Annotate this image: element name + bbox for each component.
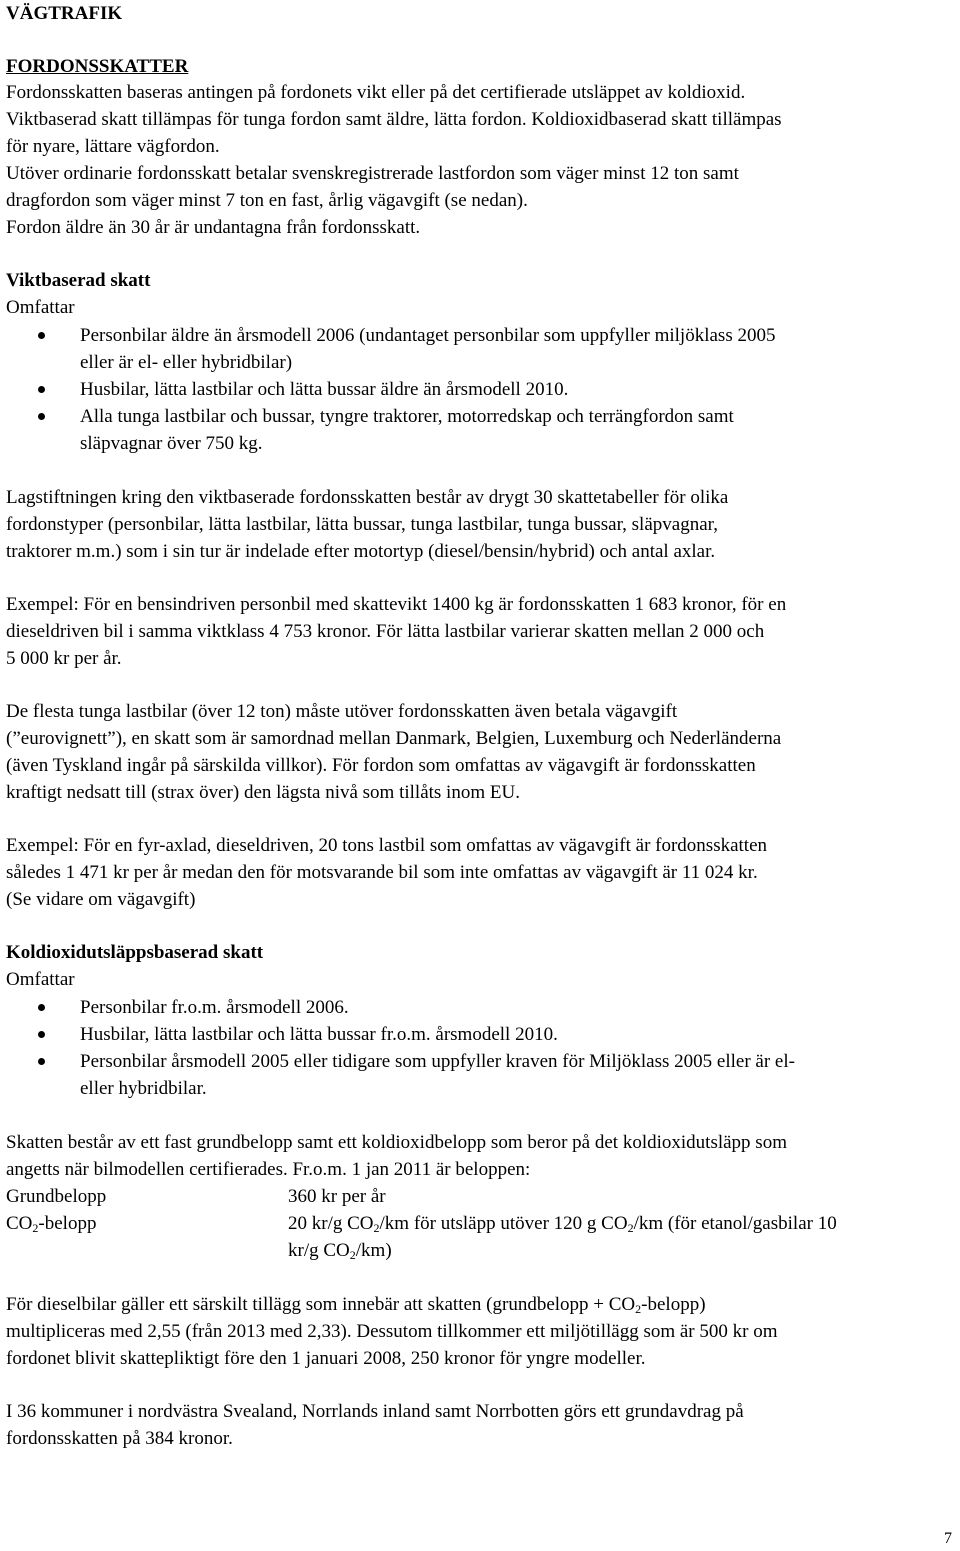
paragraph-line: dieseldriven bil i samma viktklass 4 753 kronor. För lätta lastbilar varierar skatten mellan 2 000 och [6, 621, 765, 642]
paragraph-line: således 1 471 kr per år medan den för motsvarande bil som inte omfattas av vägavgift är 11 024 kr. [6, 862, 758, 883]
paragraph-line: (även Tyskland ingår på särskilda villkor). För fordon som omfattas av vägavgift är fordonsskatten [6, 755, 756, 776]
paragraph-line: Skatten består av ett fast grundbelopp samt ett koldioxidbelopp som beror på det koldioxidutsläpp som [6, 1132, 787, 1153]
page-number: 7 [944, 1530, 952, 1547]
bullet-icon [38, 1058, 45, 1065]
bullet-icon [38, 1031, 45, 1038]
list-item: släpvagnar över 750 kg. [80, 433, 263, 454]
amount-label: $CO_2$-belopp [6, 1213, 97, 1235]
paragraph-line: angetts när bilmodellen certifierades. Fr.o.m. 1 jan 2011 är beloppen: [6, 1159, 531, 1180]
list-item: Personbilar årsmodell 2005 eller tidigare som uppfyller kraven för Miljöklass 2005 eller är el- [80, 1051, 795, 1072]
paragraph-line: (”eurovignett”), en skatt som är samordnad mellan Danmark, Belgien, Luxemburg och Nederländerna [6, 728, 782, 749]
amount-value: kr/g $CO_2/km$) [288, 1240, 392, 1262]
list-item: Personbilar äldre än årsmodell 2006 (undantaget personbilar som uppfyller miljöklass 2005 [80, 325, 776, 346]
list-item: Husbilar, lätta lastbilar och lätta bussar fr.o.m. årsmodell 2010. [80, 1024, 558, 1045]
amount-value: 360 kr per år [288, 1186, 386, 1207]
amount-label: Grundbelopp [6, 1186, 107, 1207]
weight-tax-title: Viktbaserad skatt [6, 270, 151, 291]
intro-line: för nyare, lättare vägfordon. [6, 136, 220, 157]
list-item: eller hybridbilar. [80, 1078, 207, 1099]
paragraph-line: Lagstiftningen kring den viktbaserade fordonsskatten består av drygt 30 skattetabeller för olika [6, 487, 729, 508]
paragraph-line: Exempel: För en fyr-axlad, dieseldriven, 20 tons lastbil som omfattas av vägavgift är fordonsskatten [6, 835, 768, 856]
paragraph-line: De flesta tunga lastbilar (över 12 ton) måste utöver fordonsskatten även betala vägavgift [6, 701, 678, 722]
list-item: Alla tunga lastbilar och bussar, tyngre traktorer, motorredskap och terrängfordon samt [80, 406, 734, 427]
paragraph-line: fordonsskatten på 384 kronor. [6, 1428, 233, 1449]
amount-value: 20 kr/g $CO_2/km$ för utsläpp utöver 120 g $CO_2/km$ (för etanol/gasbilar 10 [288, 1213, 837, 1235]
paragraph-line: fordonet blivit skattepliktigt före den 1 januari 2008, 250 kronor för yngre modeller. [6, 1348, 646, 1369]
co2-tax-title: Koldioxidutsläppsbaserad skatt [6, 942, 264, 963]
heading: FORDONSSKATTER [6, 56, 189, 77]
weight-omfattar: Omfattar [6, 297, 75, 318]
list-item: Husbilar, lätta lastbilar och lätta bussar äldre än årsmodell 2010. [80, 379, 569, 400]
paragraph-line: Exempel: För en bensindriven personbil med skattevikt 1400 kg är fordonsskatten 1 683 kronor, för en [6, 594, 787, 615]
bullet-icon [38, 386, 45, 393]
list-item: eller är el- eller hybridbilar) [80, 352, 293, 373]
intro-line: Utöver ordinarie fordonsskatt betalar svenskregistrerade lastfordon som väger minst 12 ton samt [6, 163, 739, 184]
intro-line: Fordonsskatten baseras antingen på fordonets vikt eller på det certifierade utsläppet av koldioxid. [6, 82, 746, 103]
intro-line: Fordon äldre än 30 år är undantagna från fordonsskatt. [6, 217, 421, 238]
bullet-icon [38, 413, 45, 420]
intro-line: dragfordon som väger minst 7 ton en fast, årlig vägavgift (se nedan). [6, 190, 528, 211]
section-title: VÄGTRAFIK [6, 3, 123, 24]
bullet-icon [38, 1004, 45, 1011]
paragraph-line: fordonstyper (personbilar, lätta lastbilar, lätta bussar, tunga lastbilar, tunga bussar, släpvagnar, [6, 514, 718, 535]
co2-omfattar: Omfattar [6, 969, 75, 990]
list-item: Personbilar fr.o.m. årsmodell 2006. [80, 997, 349, 1018]
paragraph-line: För dieselbilar gäller ett särskilt tillägg som innebär att skatten (grundbelopp + $CO_2-belopp$) [6, 1294, 706, 1316]
paragraph-line: (Se vidare om vägavgift) [6, 889, 196, 910]
paragraph-line: traktorer m.m.) som i sin tur är indelade efter motortyp (diesel/bensin/hybrid) och antal axlar. [6, 541, 716, 562]
paragraph-line: 5 000 kr per år. [6, 648, 122, 669]
paragraph-line: I 36 kommuner i nordvästra Svealand, Norrlands inland samt Norrbotten görs ett grundavdrag på [6, 1401, 744, 1422]
intro-line: Viktbaserad skatt tillämpas för tunga fordon samt äldre, lätta fordon. Koldioxidbaserad skatt tillämpas [6, 109, 782, 130]
paragraph-line: kraftigt nedsatt till (strax över) den lägsta nivå som tillåts inom EU. [6, 782, 520, 803]
bullet-icon [38, 332, 45, 339]
paragraph-line: multipliceras med 2,55 (från 2013 med 2,33). Dessutom tillkommer ett miljötillägg som är 500 kr om [6, 1321, 778, 1342]
